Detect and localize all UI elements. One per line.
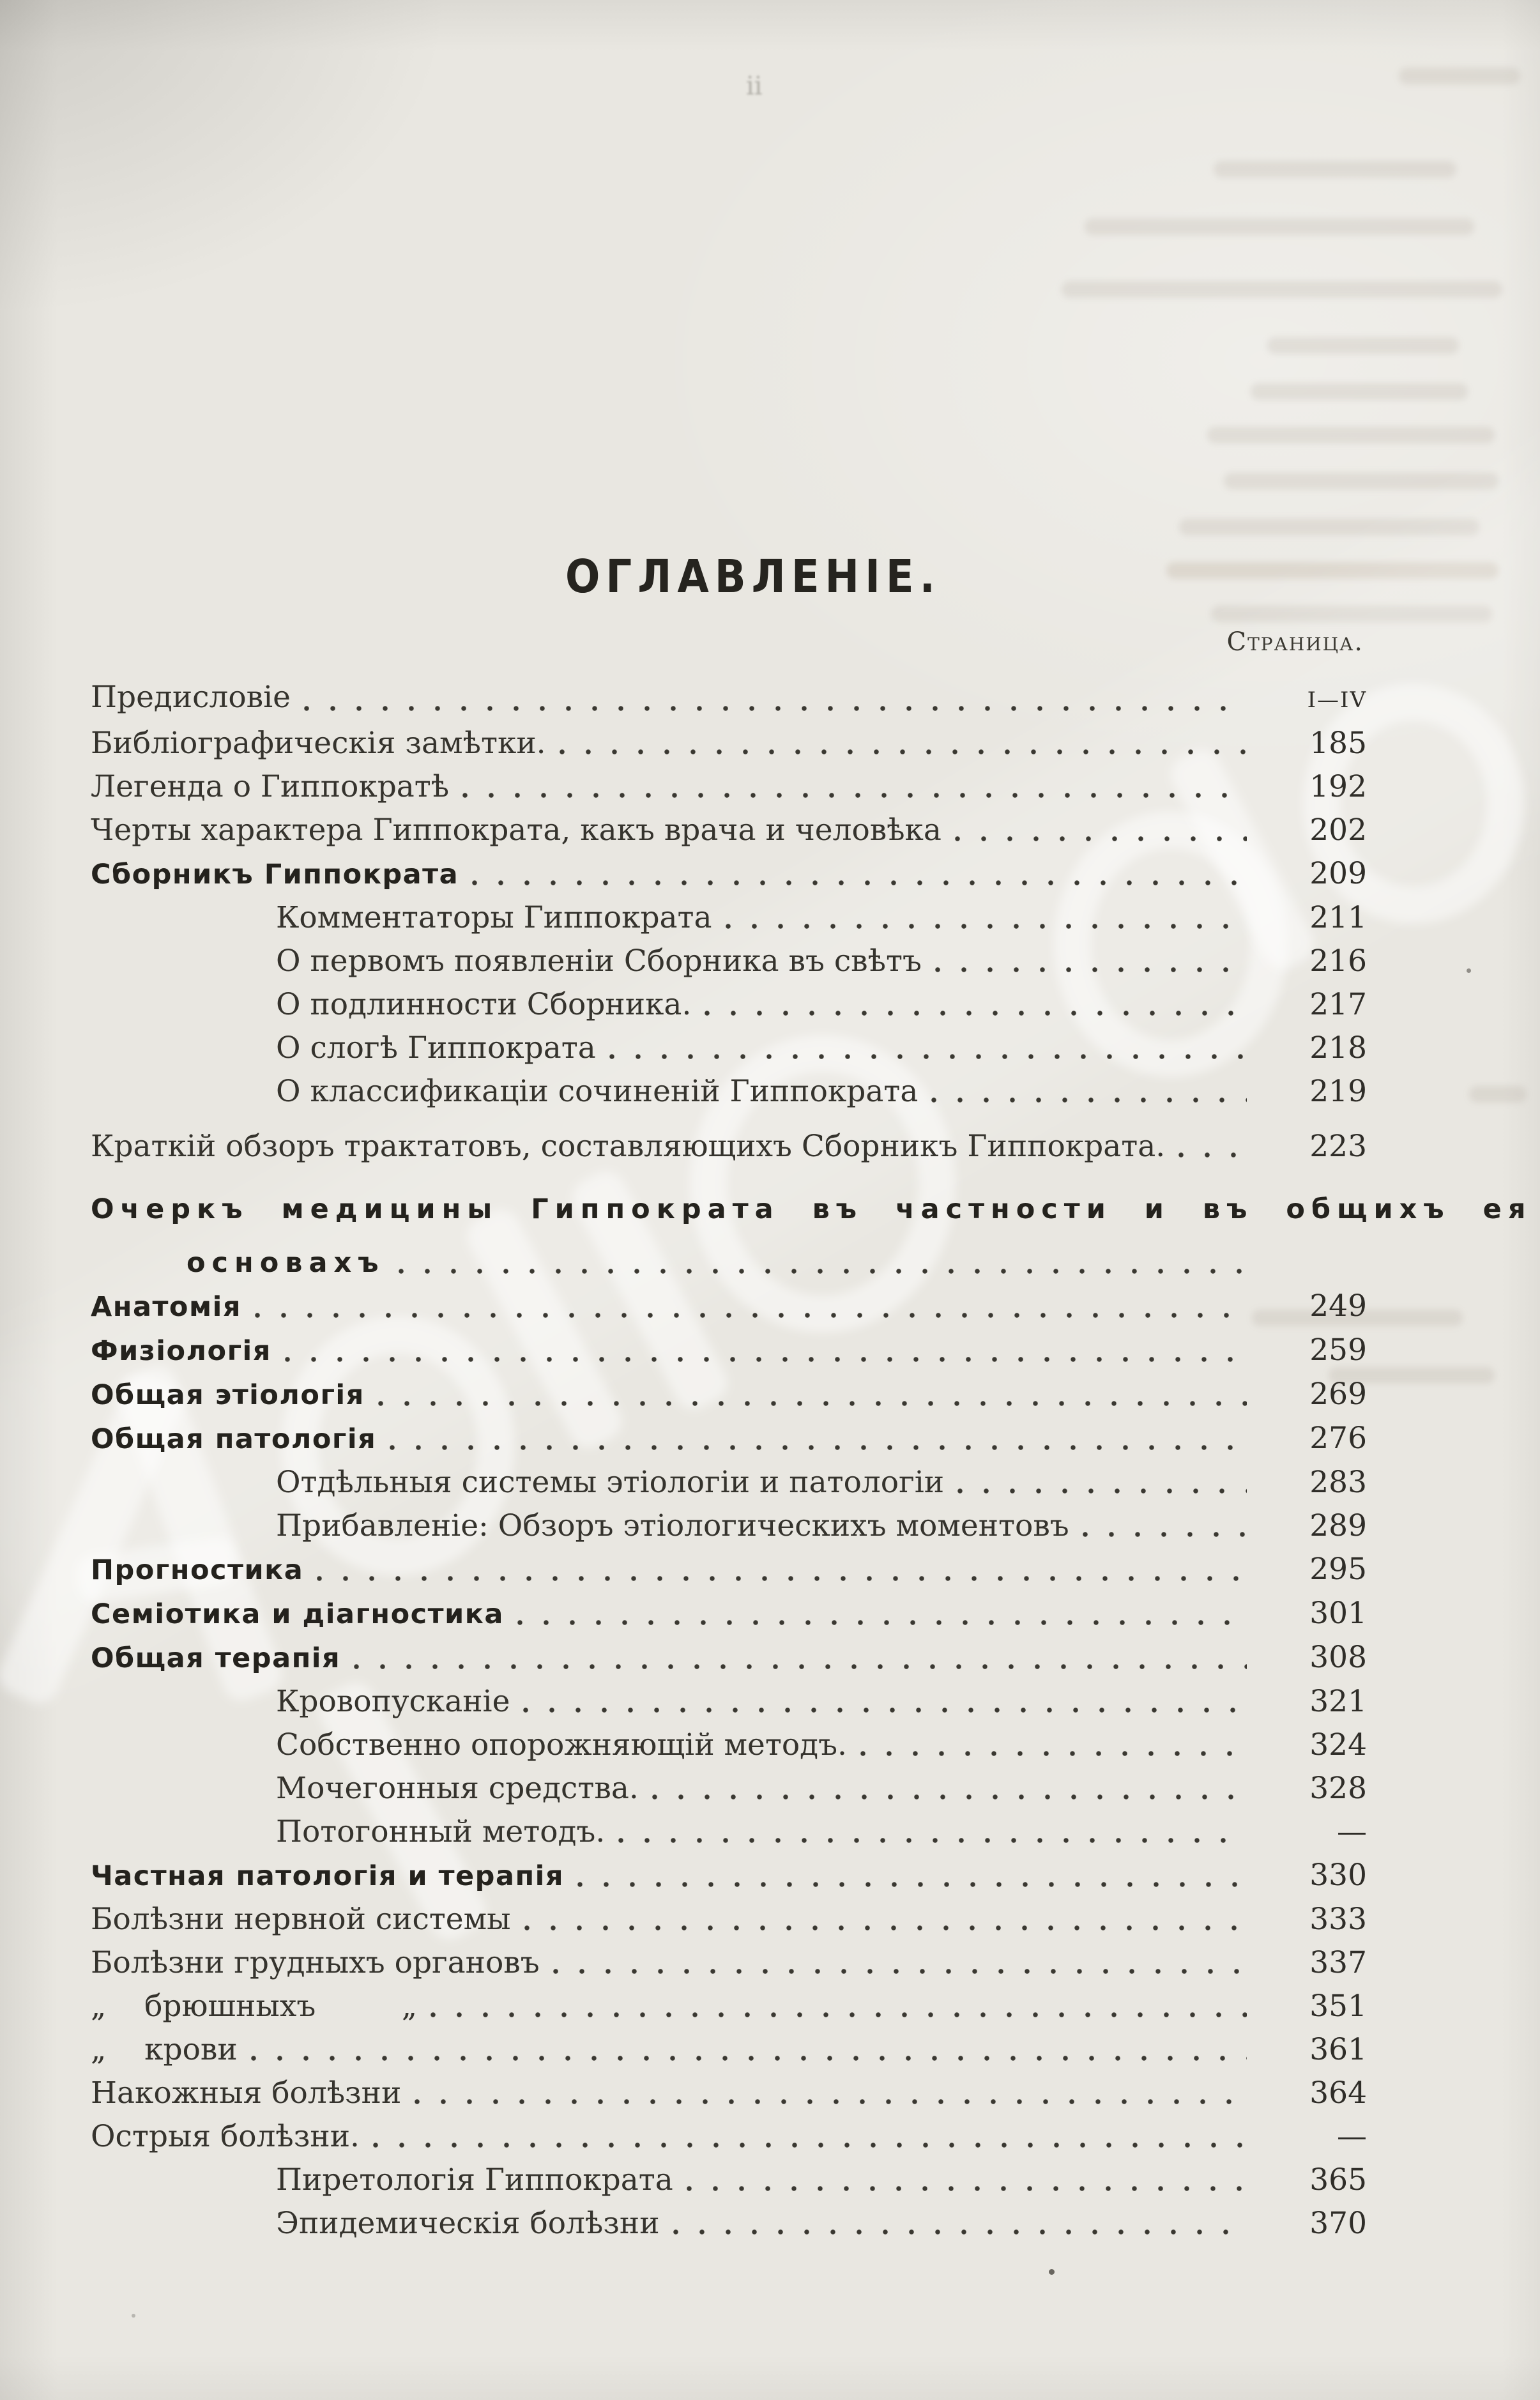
toc-row [91,1461,1367,1504]
dot-leader [377,1400,1247,1407]
dot-leader [517,1619,1247,1626]
page-number: 324 [1309,1727,1367,1762]
dot-leader [652,1793,1247,1801]
toc-entry-title: Потогонный методъ. [276,1814,606,1849]
toc-entry-title: Общая терапія [91,1642,341,1674]
toc-entry-title: Общая этіологія [91,1379,365,1411]
page-number: 361 [1309,2032,1367,2067]
toc-row [91,676,1367,722]
dot-leader [524,1924,1247,1932]
toc-row [91,1373,1367,1417]
dot-leader [577,1881,1247,1888]
dot-leader [522,1706,1247,1714]
dot-leader [934,966,1247,974]
page-number: 202 [1309,813,1367,848]
toc-row [91,809,1367,852]
page-number: 337 [1309,1945,1367,1980]
toc-entry-title: Общая патологія [91,1423,377,1455]
toc-row [91,1329,1367,1373]
dot-leader [254,1311,1247,1319]
page-number: 218 [1309,1030,1367,1066]
toc-entry-title: Очеркъ медицины Гиппократа въ частности и въ общихъ ея [91,1193,1532,1225]
toc-entry-title: Мочегонныя средства. [276,1771,639,1806]
dot-leader [284,1356,1247,1363]
toc-entry-title: Библіографическія замѣтки. [91,726,546,761]
toc-row [91,1070,1367,1113]
dot-leader [353,1663,1247,1670]
page-number: 351 [1309,1989,1367,2024]
dot-leader [372,2141,1247,2149]
toc-entry-title: Пиретологія Гиппократа [276,2162,673,2197]
page-number: 249 [1309,1288,1367,1324]
page-number: 192 [1309,769,1367,804]
toc-entry-title: „ крови [91,2032,238,2067]
toc-row [91,1636,1367,1680]
dot-leader [462,791,1247,799]
dot-leader [957,1487,1247,1495]
page-number: — [1337,2119,1367,2154]
page-number: 328 [1309,1771,1367,1806]
toc-entry-title: Эпидемическія болѣзни [276,2206,660,2241]
dot-leader [686,2185,1247,2192]
toc-entry-title: Сборникъ Гиппократа [91,859,459,890]
toc-row [91,1504,1367,1548]
toc-row [91,1941,1367,1985]
toc-entry-title: Прибавленіе: Обзоръ этіологическихъ моментовъ [276,1508,1069,1543]
toc-row [91,983,1367,1027]
page-number: 211 [1309,900,1367,935]
toc-entry-title: Физіологія [91,1335,271,1367]
toc-entry-title: Острыя болѣзни. [91,2119,360,2154]
table-of-contents [91,676,1532,2245]
toc-row [91,1592,1367,1636]
toc-entry-title: Прогностика [91,1554,304,1586]
toc-entry-title: О подлинности Сборника. [276,987,692,1022]
toc-row [91,1125,1367,1168]
toc-row [91,1027,1367,1070]
page-number: 370 [1309,2206,1367,2241]
page-column-header: Страница. [1226,627,1364,657]
toc-entry-title: Легенда о Гиппократѣ [91,769,450,804]
page-number: 308 [1309,1640,1367,1675]
dot-leader [430,2011,1247,2019]
toc-row [91,1854,1367,1898]
toc-row [91,1285,1367,1329]
toc-row [91,2159,1367,2202]
toc-entry-title: О классификаціи сочиненій Гиппократа [276,1074,919,1109]
dot-leader [704,1009,1247,1017]
toc-entry-title: Черты характера Гиппократа, какъ врача и человѣка [91,813,942,848]
page-number: 217 [1309,987,1367,1022]
toc-entry-title: Накожныя болѣзни [91,2075,402,2111]
page-number: — [1337,1814,1367,1849]
toc-row [91,1810,1367,1854]
page-number: 185 [1309,726,1367,761]
ink-speck [132,2314,135,2318]
toc-row [91,1724,1367,1767]
dot-leader [618,1837,1247,1844]
page-number: I—IV [1307,687,1367,713]
dot-leader [316,1575,1247,1582]
page-number: 321 [1309,1684,1367,1719]
page-number: 289 [1309,1508,1367,1543]
toc-entry-title: „ брюшныхъ „ [91,1989,418,2024]
toc-entry-title: Болѣзни нервной системы [91,1902,511,1937]
toc-row [91,1188,1532,1231]
toc-row [91,896,1367,940]
page-number: 269 [1309,1377,1367,1412]
toc-entry-title: О слогѣ Гиппократа [276,1030,596,1066]
dot-leader [389,1444,1247,1451]
toc-row [91,940,1367,983]
page-number: 259 [1309,1333,1367,1368]
page-number: 364 [1309,2075,1367,2111]
toc-row [91,2028,1367,2072]
dot-leader [609,1053,1247,1060]
toc-row [91,852,1367,896]
dot-leader [471,879,1247,887]
dot-leader [559,748,1247,756]
dot-leader [1082,1531,1247,1538]
toc-entry-title: Отдѣльныя системы этіологіи и патологіи [276,1465,945,1500]
dot-leader [250,2054,1247,2062]
page-number: 276 [1309,1421,1367,1456]
toc-row [91,765,1367,809]
toc-entry-title: Краткій обзоръ трактатовъ, составляющихъ Сборникъ Гиппократа. [91,1129,1166,1164]
dot-leader [1178,1151,1247,1159]
toc-row [91,722,1367,765]
dot-leader [414,2098,1247,2106]
dot-leader [303,705,1247,712]
toc-row [91,2115,1367,2159]
page-number: 223 [1309,1129,1367,1164]
dot-leader [725,922,1247,930]
dot-leader [954,835,1247,843]
toc-row [91,1680,1367,1724]
toc-row [91,1985,1367,2028]
page-number: 209 [1309,856,1367,891]
toc-entry-title: основахъ [187,1247,385,1279]
dot-leader [398,1267,1247,1275]
toc-row [91,2202,1367,2245]
toc-entry-title: О первомъ появленіи Сборника въ свѣтъ [276,944,922,979]
dot-leader [860,1750,1247,1757]
toc-row [91,1241,1367,1285]
page-number: 283 [1309,1465,1367,1500]
toc-entry-title: Анатомія [91,1291,241,1323]
toc-entry-title: Семіотика и діагностика [91,1598,504,1630]
toc-entry-title: Болѣзни грудныхъ органовъ [91,1945,540,1980]
toc-row [91,1548,1367,1592]
toc-row [91,1898,1367,1941]
page-number: 333 [1309,1902,1367,1937]
toc-entry-title: Частная патологія и терапія [91,1860,565,1892]
dot-leader [931,1096,1247,1104]
ink-speck [1467,968,1471,973]
page-title: ОГЛАВЛЕНІЕ. [565,551,941,604]
toc-entry-title: Кровопусканіе [276,1684,510,1719]
toc-row [91,2072,1367,2115]
ink-speck [1049,2269,1055,2275]
page-number: 330 [1309,1858,1367,1893]
page-number: 301 [1309,1596,1367,1631]
dot-leader [673,2228,1247,2236]
page-number: 365 [1309,2162,1367,2197]
page-number: 295 [1309,1552,1367,1587]
page-number: 219 [1309,1074,1367,1109]
toc-entry-title: Собственно опорожняющій методъ. [276,1727,847,1762]
toc-entry-title: Предисловіе [91,680,291,715]
dot-leader [553,1968,1247,1975]
toc-row [91,1767,1367,1810]
page-number: 216 [1309,944,1367,979]
folio-page-number: ii [746,72,763,101]
toc-entry-title: Комментаторы Гиппократа [276,900,712,935]
toc-row [91,1417,1367,1461]
